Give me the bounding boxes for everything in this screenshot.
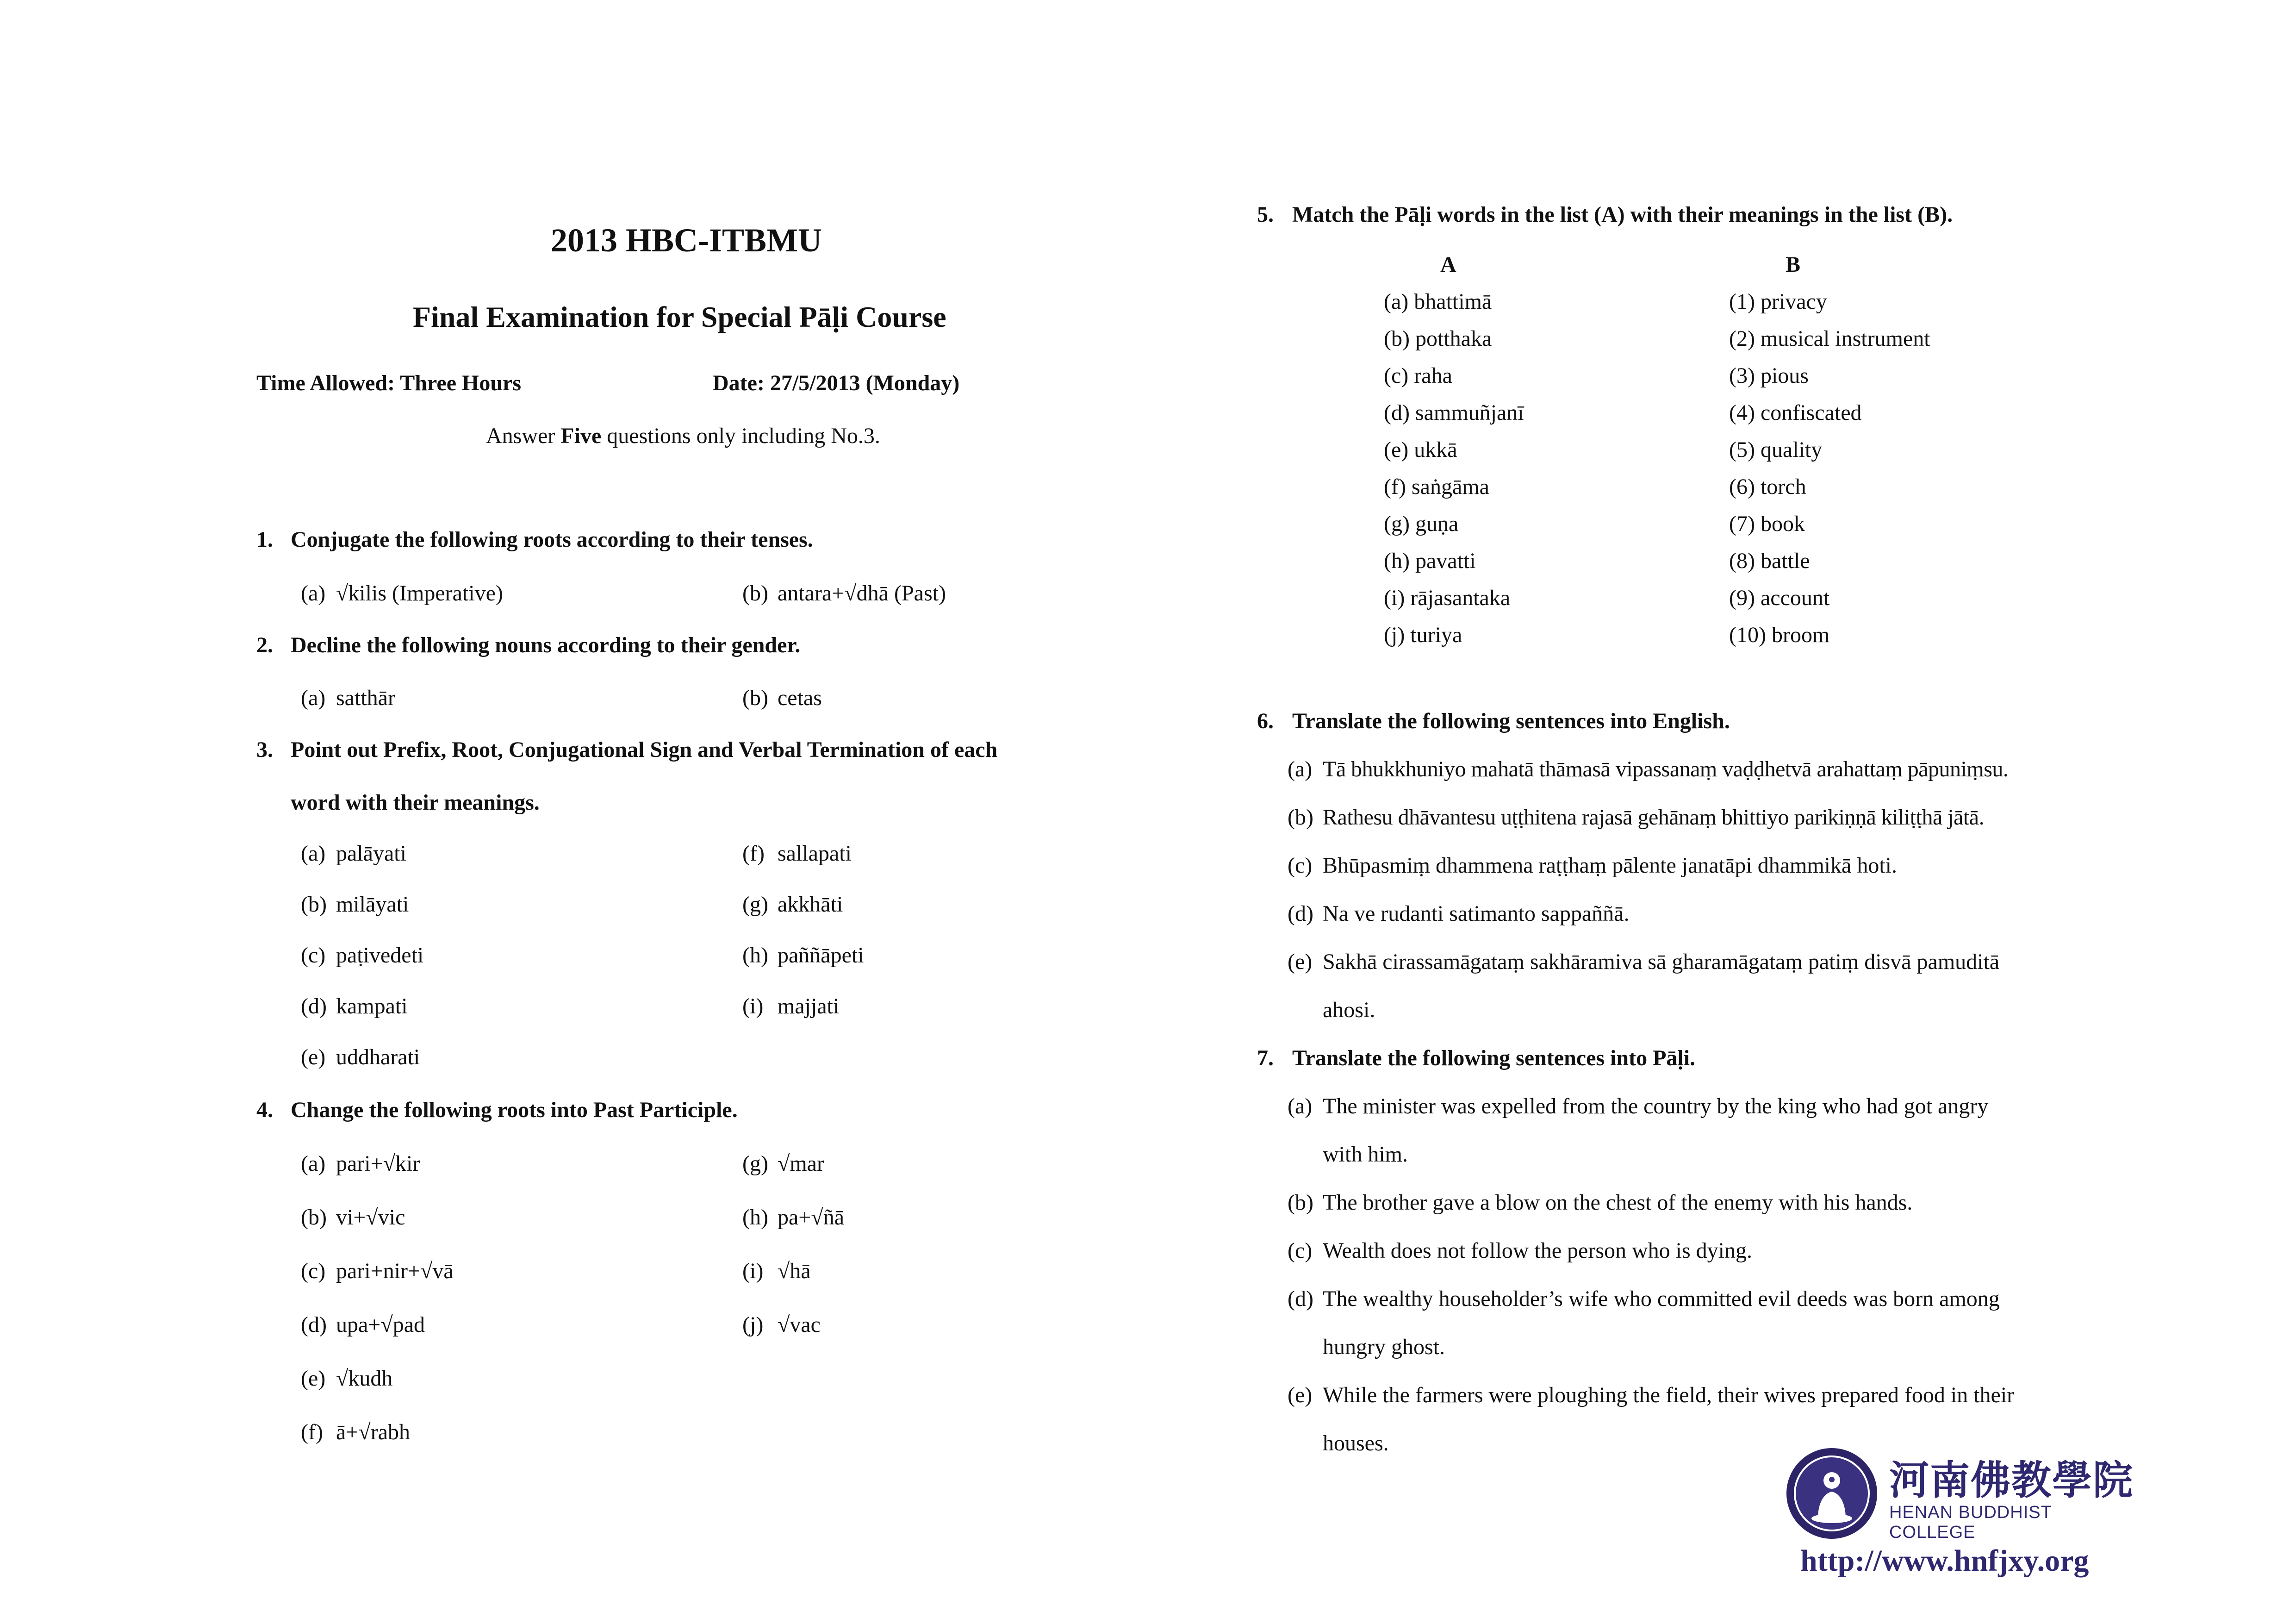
match-a-item: (b) potthaka: [1384, 326, 1492, 351]
match-b-item: (8) battle: [1729, 549, 1810, 573]
match-b-item: (6) torch: [1729, 475, 1806, 499]
question-4-number: 4.: [256, 1098, 273, 1122]
q3-item-label: (c): [301, 943, 326, 968]
q2-item: [742, 685, 822, 711]
q3-item-label: (d): [301, 994, 327, 1018]
q3-item-text: majjati: [778, 994, 840, 1018]
q4-item-label: (a): [301, 1151, 326, 1176]
match-a-item: (e) ukkā: [1384, 437, 1457, 462]
q3-item-text: paṭivedeti: [336, 943, 424, 968]
q1-item-label: (b): [742, 581, 768, 606]
q6-item-label: (b): [1288, 805, 1313, 830]
q4-item-label: (c): [301, 1259, 326, 1283]
q3-item-label: (g): [742, 892, 768, 917]
q4-item: [742, 1205, 844, 1230]
q3-item: [301, 841, 406, 866]
question-6-number: 6.: [1257, 709, 1274, 733]
q4-item-label: (f): [301, 1420, 323, 1444]
match-b-item: (7) book: [1729, 512, 1805, 536]
q7-item-text: The brother gave a blow on the chest of the enemy with his hands.: [1323, 1190, 1913, 1215]
q3-item-text: milāyati: [336, 892, 409, 917]
q7-item-text: The minister was expelled from the country by the king who had got angry: [1323, 1094, 1989, 1118]
q3-item-text: sallapati: [778, 841, 852, 866]
q6-item-cont: ahosi.: [1323, 998, 1375, 1022]
q7-item-text: While the farmers were ploughing the field, their wives prepared food in their: [1323, 1383, 2015, 1407]
q1-item-text: √kilis (Imperative): [336, 581, 503, 606]
match-a-item: (c) raha: [1384, 363, 1452, 388]
q3-item-label: (f): [742, 841, 765, 866]
q7-item: [1288, 1093, 1988, 1119]
q4-item-text: √kudh: [336, 1366, 393, 1391]
q7-item: [1288, 1382, 2014, 1408]
q7-item-label: (a): [1288, 1094, 1313, 1118]
q4-item-label: (g): [742, 1151, 768, 1176]
q2-item-label: (a): [301, 686, 326, 710]
college-chinese-name: 河南佛教學院: [1889, 1457, 2134, 1504]
match-col-b-header: B: [1786, 252, 1801, 277]
q6-item: [1288, 756, 2008, 782]
q7-item-label: (c): [1288, 1238, 1313, 1263]
q1-item-text: antara+√dhā (Past): [778, 581, 946, 606]
q4-item-text: √mar: [778, 1151, 824, 1176]
q7-item-label: (e): [1288, 1383, 1313, 1407]
q3-item-text: kampati: [336, 994, 408, 1018]
q4-item-label: (h): [742, 1205, 768, 1230]
q6-item-text: Bhūpasmiṃ dhammena raṭṭhaṃ pālente janatāpi dhammikā hoti.: [1323, 853, 1897, 878]
q3-item-text: paññāpeti: [778, 943, 864, 968]
q6-item: [1288, 901, 1629, 926]
q4-item-label: (e): [301, 1366, 326, 1391]
q6-item-label: (d): [1288, 901, 1313, 926]
q6-item-label: (e): [1288, 949, 1313, 974]
q6-item: [1288, 853, 1897, 878]
q1-item: [742, 581, 946, 606]
exam-date: Date: 27/5/2013 (Monday): [713, 371, 960, 395]
match-a-item: (j) turiya: [1384, 623, 1462, 647]
q4-item: [742, 1151, 824, 1176]
q3-item: [301, 1044, 420, 1070]
question-4-text: Change the following roots into Past Participle.: [291, 1098, 738, 1122]
q3-item-label: (h): [742, 943, 768, 968]
q4-item-label: (i): [742, 1259, 764, 1283]
match-b-item: (3) pious: [1729, 363, 1809, 388]
q7-item-cont: with him.: [1323, 1142, 1408, 1167]
match-a-item: (i) rājasantaka: [1384, 586, 1511, 610]
college-english-name: HENAN BUDDHIST COLLEGE: [1889, 1503, 2052, 1542]
q4-item: [742, 1312, 821, 1337]
q3-item-text: uddharati: [336, 1045, 420, 1069]
q6-item-label: (a): [1288, 757, 1313, 781]
q4-item-text: pari+nir+√vā: [336, 1259, 454, 1283]
match-b-item: (10) broom: [1729, 623, 1830, 647]
q7-item: [1288, 1286, 2000, 1312]
q3-item-label: (a): [301, 841, 326, 866]
q4-item-text: √hā: [778, 1259, 811, 1283]
q4-item-label: (j): [742, 1312, 764, 1337]
q4-item: [301, 1419, 410, 1445]
match-b-item: (2) musical instrument: [1729, 326, 1930, 351]
match-col-a-header: A: [1440, 252, 1456, 277]
q2-item-text: cetas: [778, 686, 822, 710]
q2-item-label: (b): [742, 686, 768, 710]
q4-item-text: upa+√pad: [336, 1312, 425, 1337]
q2-item-text: satthār: [336, 686, 395, 710]
question-5-number: 5.: [1257, 202, 1274, 227]
q7-item: [1288, 1190, 1912, 1215]
q6-item-text: Rathesu dhāvantesu uṭṭhitena rajasā gehānaṃ bhittiyo parikiṇṇā kiliṭṭhā jātā.: [1323, 805, 1985, 830]
instruction-pre: Answer: [486, 424, 561, 448]
question-1-text: Conjugate the following roots according to their tenses.: [291, 527, 813, 552]
q7-item-text: The wealthy householder’s wife who committed evil deeds was born among: [1323, 1287, 2000, 1311]
match-a-item: (a) bhattimā: [1384, 289, 1492, 314]
q7-item-cont: houses.: [1323, 1431, 1389, 1455]
q4-item-label: (b): [301, 1205, 327, 1230]
question-7-text: Translate the following sentences into Pāḷi.: [1292, 1046, 1696, 1070]
q7-item-label: (d): [1288, 1287, 1313, 1311]
q4-item-text: pari+√kir: [336, 1151, 420, 1176]
instruction-bold: Five: [560, 424, 602, 448]
q4-item-text: pa+√ñā: [778, 1205, 845, 1230]
question-2-text: Decline the following nouns according to their gender.: [291, 633, 801, 657]
q3-item-label: (b): [301, 892, 327, 917]
q3-item-label: (i): [742, 994, 764, 1018]
q4-item-text: √vac: [778, 1312, 821, 1337]
college-logo: [1786, 1443, 2138, 1542]
q6-item-text: Na ve rudanti satimanto sappaññā.: [1323, 901, 1630, 926]
q4-item: [301, 1205, 405, 1230]
match-a-item: (g) guṇa: [1384, 512, 1459, 536]
exam-instruction: [486, 423, 880, 449]
match-a-item: (d) sammuñjanī: [1384, 400, 1524, 425]
match-a-item: (f) saṅgāma: [1384, 475, 1489, 499]
match-b-item: (4) confiscated: [1729, 400, 1862, 425]
match-b-item: (9) account: [1729, 586, 1830, 610]
question-3-text: Point out Prefix, Root, Conjugational Sign and Verbal Termination of each: [291, 737, 998, 762]
match-a-item: (h) pavatti: [1384, 549, 1476, 573]
q3-item: [742, 892, 843, 917]
question-3-text-cont: word with their meanings.: [291, 790, 540, 815]
q4-item: [301, 1151, 420, 1176]
question-5-text: Match the Pāḷi words in the list (A) with their meanings in the list (B).: [1292, 202, 1953, 227]
q3-item: [301, 993, 408, 1019]
q4-item-text: ā+√rabh: [336, 1420, 411, 1444]
question-2-number: 2.: [256, 633, 273, 657]
q6-item: [1288, 949, 1999, 974]
q3-item-text: akkhāti: [778, 892, 843, 917]
q6-item: [1288, 805, 1984, 830]
college-url-link[interactable]: http://www.hnfjxy.org: [1800, 1544, 2089, 1578]
instruction-post: questions only including No.3.: [601, 424, 880, 448]
question-1-number: 1.: [256, 527, 273, 552]
exam-title: 2013 HBC-ITBMU: [551, 222, 822, 259]
q3-item: [742, 993, 839, 1019]
q3-item: [742, 841, 852, 866]
q3-item: [301, 943, 423, 968]
q7-item-cont: hungry ghost.: [1323, 1335, 1445, 1359]
question-6-text: Translate the following sentences into English.: [1292, 709, 1730, 733]
exam-subtitle: Final Examination for Special Pāḷi Course: [413, 300, 946, 333]
q2-item: [301, 685, 395, 711]
q4-item-text: vi+√vic: [336, 1205, 405, 1230]
q7-item-text: Wealth does not follow the person who is dying.: [1323, 1238, 1753, 1263]
match-b-item: (5) quality: [1729, 437, 1823, 462]
match-b-item: (1) privacy: [1729, 289, 1827, 314]
q1-item-label: (a): [301, 581, 326, 606]
q3-item-label: (e): [301, 1045, 326, 1069]
q6-item-label: (c): [1288, 853, 1313, 878]
q4-item: [301, 1258, 454, 1284]
q1-item: [301, 581, 503, 606]
question-3-number: 3.: [256, 737, 273, 762]
question-7-number: 7.: [1257, 1046, 1274, 1070]
q3-item-text: palāyati: [336, 841, 406, 866]
buddha-seal-icon: [1786, 1448, 1877, 1539]
q3-item: [742, 943, 864, 968]
q4-item: [301, 1366, 392, 1391]
q4-item: [301, 1312, 425, 1337]
q7-item-label: (b): [1288, 1190, 1313, 1215]
q7-item: [1288, 1238, 1752, 1263]
q6-item-text: Sakhā cirassamāgataṃ sakhāramiva sā gharamāgataṃ patiṃ disvā pamuditā: [1323, 949, 2000, 974]
q3-item: [301, 892, 409, 917]
q6-item-text: Tā bhukkhuniyo mahatā thāmasā vipassanaṃ vaḍḍhetvā arahattaṃ pāpuniṃsu.: [1323, 757, 2009, 781]
q4-item-label: (d): [301, 1312, 327, 1337]
q4-item: [742, 1258, 811, 1284]
time-allowed: Time Allowed: Three Hours: [256, 371, 522, 395]
